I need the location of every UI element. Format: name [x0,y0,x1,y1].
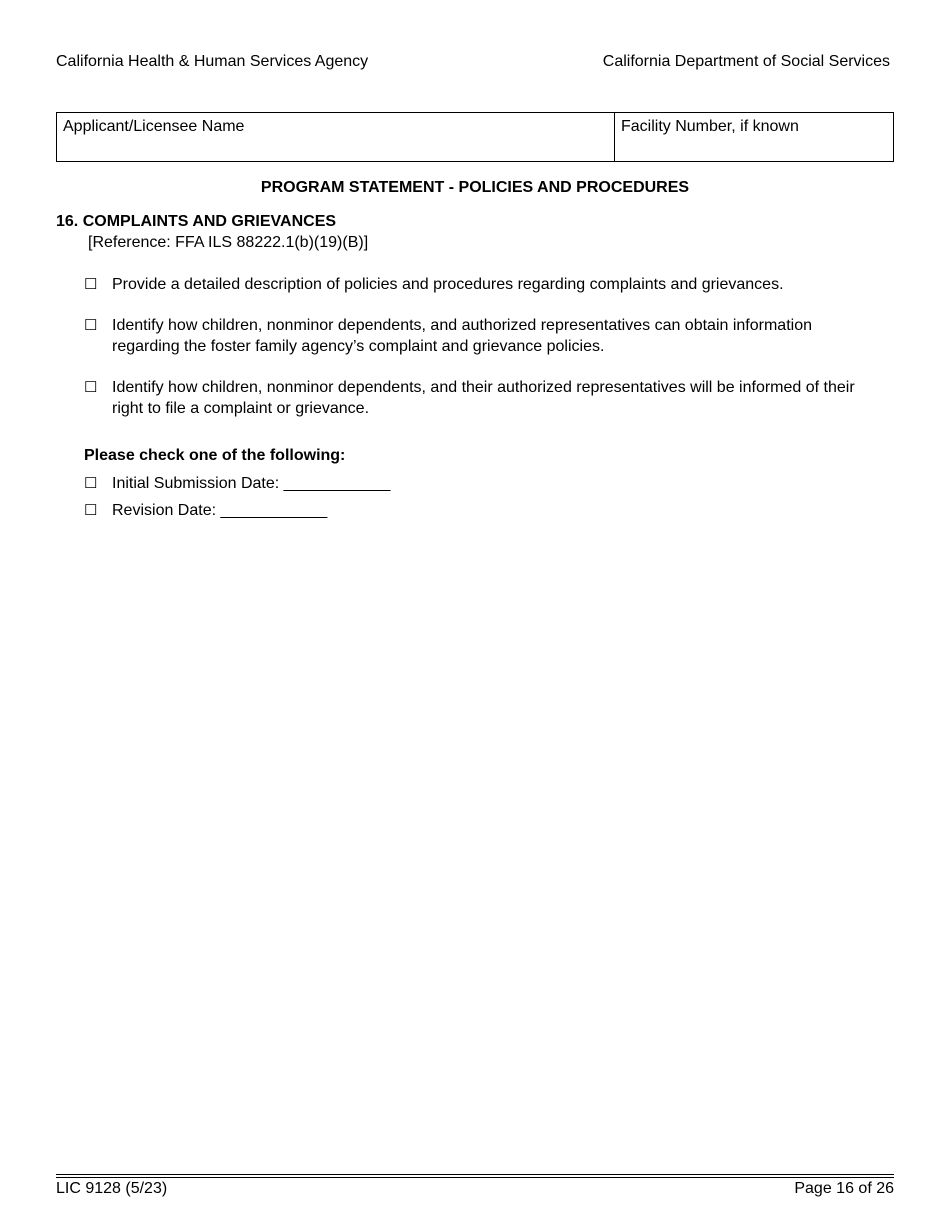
checkbox[interactable]: ☐ [84,276,98,293]
check-instruction: Please check one of the following: [84,447,346,464]
submission-option [84,474,390,494]
facility-number-field[interactable] [615,113,893,161]
page-title: PROGRAM STATEMENT - POLICIES AND PROCEDURES [260,179,690,196]
applicant-info-table [56,112,894,162]
form-id: LIC 9128 (5/23) [56,1180,168,1197]
checklist-item [84,315,884,357]
facility-number-label: Facility Number, if known [621,118,799,135]
checklist-item [84,274,884,295]
section-reference: [Reference: FFA ILS 88222.1(b)(19)(B)] [88,234,369,251]
section-heading: 16. COMPLAINTS AND GRIEVANCES [56,213,337,230]
applicant-name-label: Applicant/Licensee Name [63,118,245,135]
header-agency: California Health & Human Services Agency [56,53,369,70]
applicant-name-field[interactable] [57,113,615,161]
checklist-item-text: Provide a detailed description of policies and procedures regarding complaints and grievances. [112,276,784,293]
page-number: Page 16 of 26 [794,1180,894,1197]
checklist-item-text: Identify how children, nonminor dependents, and their authorized representatives will be informed of their right to file a complaint or grievance. [112,379,855,417]
revision-date-label: Revision Date: ____________ [112,502,328,519]
submission-option [84,501,327,521]
checkbox[interactable]: ☐ [84,379,98,396]
checklist-item [84,377,884,419]
checkbox[interactable]: ☐ [84,317,98,334]
initial-submission-label: Initial Submission Date: ____________ [112,475,391,492]
footer-divider [56,1174,894,1178]
checkbox[interactable]: ☐ [84,475,98,492]
header-department: California Department of Social Services [602,53,890,70]
checkbox[interactable]: ☐ [84,502,98,519]
checklist-item-text: Identify how children, nonminor dependents, and authorized representatives can obtain information regarding the foster family agency’s complaint and grievance policies. [112,317,812,355]
